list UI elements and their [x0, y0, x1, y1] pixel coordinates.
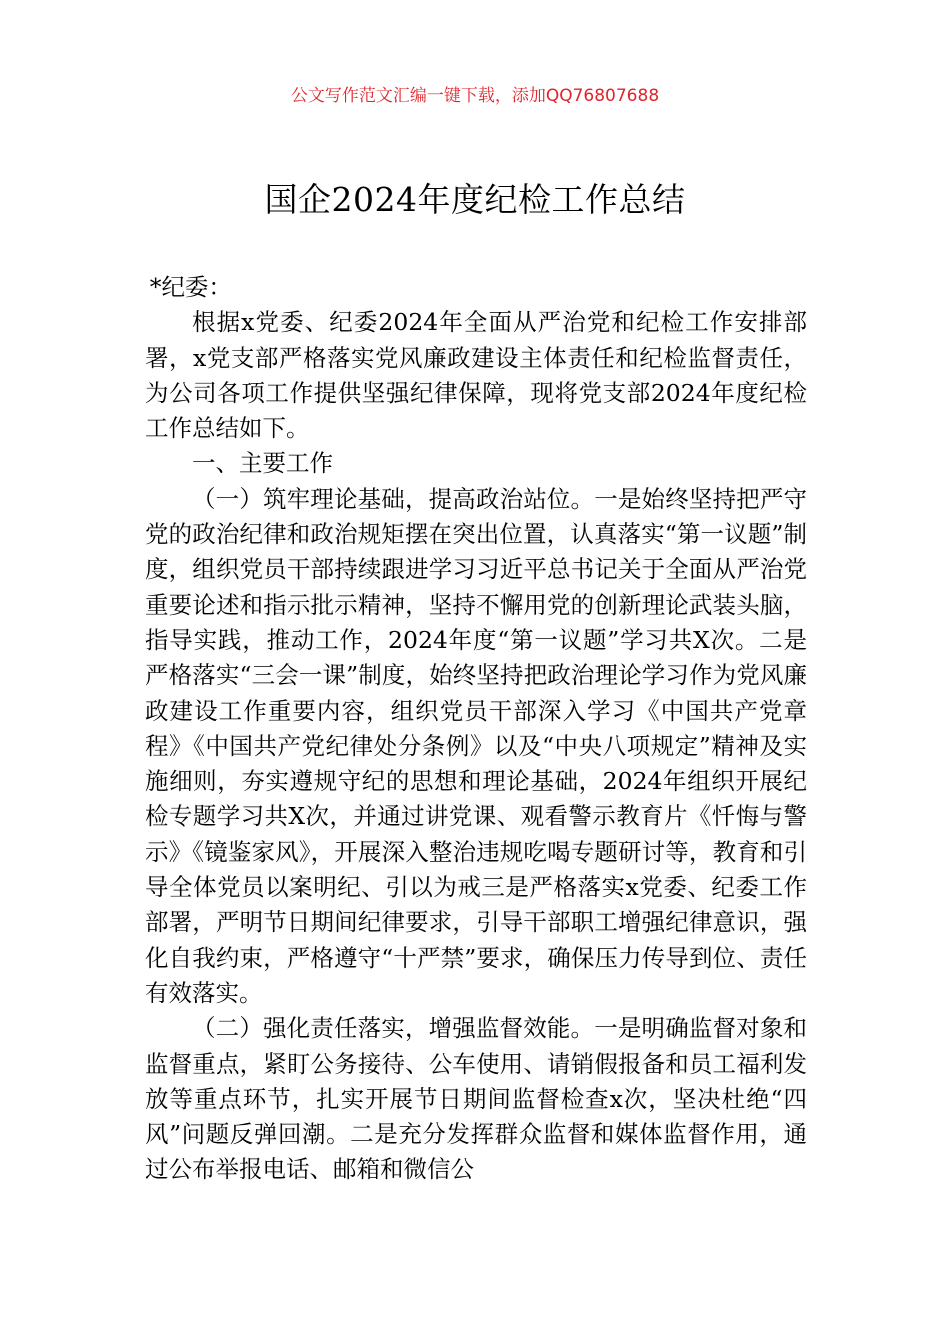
intro-paragraph: 根据x党委、纪委2024年全面从严治党和纪检工作安排部署，x党支部严格落实党风廉政建设主体责任和纪检监督责任，为公司各项工作提供坚强纪律保障，现将党支部2024年度纪检工作总结如下。	[145, 308, 807, 443]
document-body	[145, 270, 807, 1188]
paragraph-theory-foundation: （一）筑牢理论基础，提高政治站位。一是始终坚持把严守党的政治纪律和政治规矩摆在突出位置，认真落实“第一议题”制度，组织党员干部持续跟进学习习近平总书记关于全面从严治党重要论述和指示批示精神，坚持不懈用党的创新理论武装头脑，指导实践，推动工作，2024年度“第一议题”学习共X次。二是严格落实“三会一课”制度，始终坚持把政治理论学习作为党风廉政建设工作重要内容，组织党员干部深入学习《中国共产党章程》《中国共产党纪律处分条例》以及“中央八项规定”精神及实施细则，夯实遵规守纪的思想和理论基础，2024年组织开展纪检专题学习共X次，并通过讲党课、观看警示教育片《忏悔与警示》《镜鉴家风》，开展深入整治违规吃喝专题研讨等，教育和引导全体党员以案明纪、引以为戒三是严格落实x党委、纪委工作部署，严明节日期间纪律要求，引导干部职工增强纪律意识，强化自我约束，严格遵守“十严禁”要求，确保压力传导到位、责任有效落实。	[145, 484, 807, 1007]
document-title: 国企2024年度纪检工作总结	[264, 180, 686, 219]
paragraph-responsibility-supervision: （二）强化责任落实，增强监督效能。一是明确监督对象和监督重点，紧盯公务接待、公车使用、请销假报备和员工福利发放等重点环节，扎实开展节日期间监督检查x次，坚决杜绝“四风”问题反弹回潮。二是充分发挥群众监督和媒体监督作用，通过公布举报电话、邮箱和微信公	[145, 1014, 807, 1184]
salutation: *纪委：	[149, 273, 232, 301]
section-heading-main-work: 一、主要工作	[192, 449, 333, 478]
download-ad-banner: 公文写作范文汇编一键下载，添加QQ76807688	[290, 86, 660, 106]
